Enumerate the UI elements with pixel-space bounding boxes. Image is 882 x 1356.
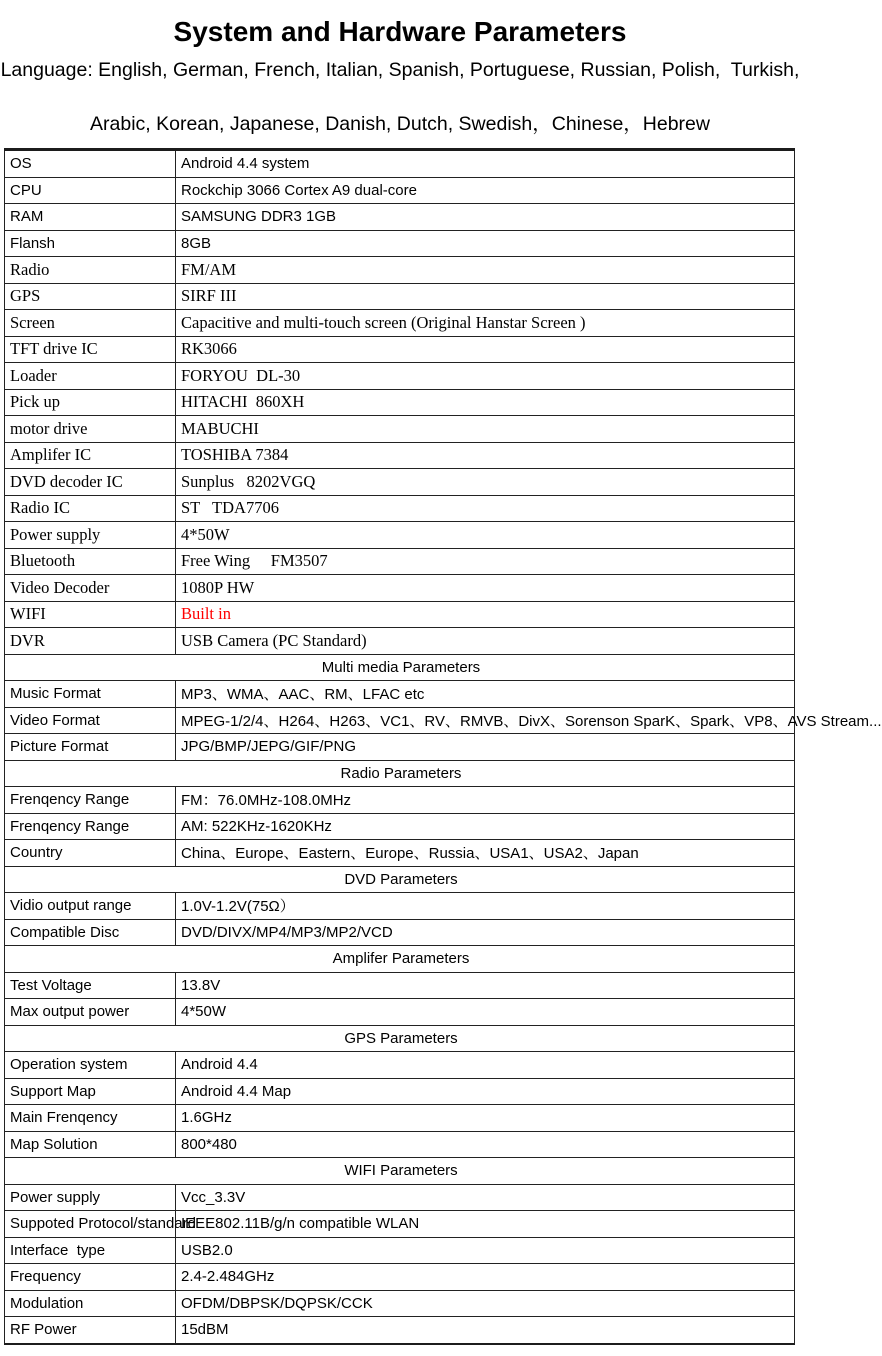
table-row bbox=[5, 442, 795, 469]
row-value: 1.6GHz bbox=[176, 1105, 795, 1132]
table-row bbox=[5, 548, 795, 575]
row-value: USB Camera (PC Standard) bbox=[176, 628, 795, 655]
row-value: MPEG-1/2/4、H264、H263、VC1、RV、RMVB、DivX、Sorenson SparK、Spark、VP8、AVS Stream... bbox=[176, 707, 795, 734]
subtitle-line-1: Language: English, German, French, Italian, Spanish, Portuguese, Russian, Polish, Turkish, bbox=[0, 59, 800, 81]
table-row bbox=[5, 628, 795, 655]
row-label: CPU bbox=[5, 177, 176, 204]
row-value: JPG/BMP/JEPG/GIF/PNG bbox=[176, 734, 795, 761]
table-row bbox=[5, 787, 795, 814]
table-row bbox=[5, 893, 795, 920]
row-label: Bluetooth bbox=[5, 548, 176, 575]
row-value: AM: 522KHz-1620KHz bbox=[176, 813, 795, 840]
row-value: DVD/DIVX/MP4/MP3/MP2/VCD bbox=[176, 919, 795, 946]
row-value: MABUCHI bbox=[176, 416, 795, 443]
section-header: WIFI Parameters bbox=[5, 1158, 795, 1185]
table-row bbox=[5, 601, 795, 628]
row-label: OS bbox=[5, 150, 176, 178]
row-label: Modulation bbox=[5, 1290, 176, 1317]
section-header-row bbox=[5, 1025, 795, 1052]
row-value: 4*50W bbox=[176, 522, 795, 549]
row-label: Max output power bbox=[5, 999, 176, 1026]
table-row bbox=[5, 1131, 795, 1158]
section-header: Amplifer Parameters bbox=[5, 946, 795, 973]
row-value: Sunplus 8202VGQ bbox=[176, 469, 795, 496]
row-label: Support Map bbox=[5, 1078, 176, 1105]
table-row bbox=[5, 575, 795, 602]
table-row bbox=[5, 1184, 795, 1211]
row-value: Android 4.4 system bbox=[176, 150, 795, 178]
row-label: Pick up bbox=[5, 389, 176, 416]
table-row bbox=[5, 310, 795, 337]
row-value: Capacitive and multi-touch screen (Original Hanstar Screen ) bbox=[176, 310, 795, 337]
row-label: DVD decoder IC bbox=[5, 469, 176, 496]
table-row bbox=[5, 1237, 795, 1264]
row-label: Test Voltage bbox=[5, 972, 176, 999]
row-value: China、Europe、Eastern、Europe、Russia、USA1、USA2、Japan bbox=[176, 840, 795, 867]
table-row bbox=[5, 177, 795, 204]
row-value: 1.0V-1.2V(75Ω） bbox=[176, 893, 795, 920]
row-label: RF Power bbox=[5, 1317, 176, 1344]
spec-table bbox=[4, 148, 882, 1345]
section-header-row bbox=[5, 866, 795, 893]
row-label: Suppoted Protocol/standard bbox=[5, 1211, 176, 1238]
row-value: IEEE802.11B/g/n compatible WLAN bbox=[176, 1211, 795, 1238]
row-value: Rockchip 3066 Cortex A9 dual-core bbox=[176, 177, 795, 204]
row-value: Vcc_3.3V bbox=[176, 1184, 795, 1211]
table-row bbox=[5, 1290, 795, 1317]
section-header-row bbox=[5, 654, 795, 681]
table-row bbox=[5, 1105, 795, 1132]
table-row bbox=[5, 734, 795, 761]
section-header: Multi media Parameters bbox=[5, 654, 795, 681]
row-value: 13.8V bbox=[176, 972, 795, 999]
row-value: Android 4.4 bbox=[176, 1052, 795, 1079]
row-value: OFDM/DBPSK/DQPSK/CCK bbox=[176, 1290, 795, 1317]
row-label: WIFI bbox=[5, 601, 176, 628]
table-row bbox=[5, 1211, 795, 1238]
table-row bbox=[5, 495, 795, 522]
row-label: motor drive bbox=[5, 416, 176, 443]
row-value: Built in bbox=[176, 601, 795, 628]
row-label: Power supply bbox=[5, 522, 176, 549]
row-value: FM/AM bbox=[176, 257, 795, 284]
row-value: 15dBM bbox=[176, 1317, 795, 1344]
row-value: 2.4-2.484GHz bbox=[176, 1264, 795, 1291]
row-label: Frequency bbox=[5, 1264, 176, 1291]
row-label: Vidio output range bbox=[5, 893, 176, 920]
table-row bbox=[5, 416, 795, 443]
row-label: Radio IC bbox=[5, 495, 176, 522]
table-row bbox=[5, 204, 795, 231]
row-value: Free Wing FM3507 bbox=[176, 548, 795, 575]
row-value: RK3066 bbox=[176, 336, 795, 363]
row-label: Screen bbox=[5, 310, 176, 337]
section-header: GPS Parameters bbox=[5, 1025, 795, 1052]
section-header: DVD Parameters bbox=[5, 866, 795, 893]
table-row bbox=[5, 522, 795, 549]
row-label: TFT drive IC bbox=[5, 336, 176, 363]
table-row bbox=[5, 469, 795, 496]
row-value: 1080P HW bbox=[176, 575, 795, 602]
row-label: Amplifer IC bbox=[5, 442, 176, 469]
table-row bbox=[5, 1264, 795, 1291]
row-value: 8GB bbox=[176, 230, 795, 257]
row-value: TOSHIBA 7384 bbox=[176, 442, 795, 469]
table-row bbox=[5, 283, 795, 310]
table-row bbox=[5, 707, 795, 734]
row-label: Main Frenqency bbox=[5, 1105, 176, 1132]
row-label: Flansh bbox=[5, 230, 176, 257]
language-subtitle bbox=[0, 57, 800, 138]
table-row bbox=[5, 363, 795, 390]
row-label: RAM bbox=[5, 204, 176, 231]
table-row bbox=[5, 919, 795, 946]
table-row bbox=[5, 972, 795, 999]
section-header-row bbox=[5, 760, 795, 787]
row-value: ST TDA7706 bbox=[176, 495, 795, 522]
row-label: Radio bbox=[5, 257, 176, 284]
row-label: Loader bbox=[5, 363, 176, 390]
table-row bbox=[5, 389, 795, 416]
row-label: Power supply bbox=[5, 1184, 176, 1211]
table-row bbox=[5, 1078, 795, 1105]
table-row bbox=[5, 230, 795, 257]
row-value: MP3、WMA、AAC、RM、LFAC etc bbox=[176, 681, 795, 708]
row-label: Operation system bbox=[5, 1052, 176, 1079]
row-value: HITACHI 860XH bbox=[176, 389, 795, 416]
row-label: DVR bbox=[5, 628, 176, 655]
row-value: SIRF III bbox=[176, 283, 795, 310]
row-value: USB2.0 bbox=[176, 1237, 795, 1264]
row-label: Video Decoder bbox=[5, 575, 176, 602]
row-value: FM：76.0MHz-108.0MHz bbox=[176, 787, 795, 814]
table-row bbox=[5, 150, 795, 178]
row-label: Country bbox=[5, 840, 176, 867]
row-value: SAMSUNG DDR3 1GB bbox=[176, 204, 795, 231]
row-label: Video Format bbox=[5, 707, 176, 734]
table-row bbox=[5, 1317, 795, 1344]
table-row bbox=[5, 1052, 795, 1079]
table-row bbox=[5, 840, 795, 867]
section-header-row bbox=[5, 946, 795, 973]
page-title: System and Hardware Parameters bbox=[173, 16, 627, 47]
table-row bbox=[5, 681, 795, 708]
table-row bbox=[5, 813, 795, 840]
row-label: Picture Format bbox=[5, 734, 176, 761]
table-row bbox=[5, 336, 795, 363]
row-value: FORYOU DL-30 bbox=[176, 363, 795, 390]
row-label: Music Format bbox=[5, 681, 176, 708]
subtitle-line-2: Arabic, Korean, Japanese, Danish, Dutch, Swedish，Chinese，Hebrew bbox=[90, 113, 710, 135]
table-row bbox=[5, 257, 795, 284]
row-label: Interface type bbox=[5, 1237, 176, 1264]
row-value: 800*480 bbox=[176, 1131, 795, 1158]
spec-table-body bbox=[5, 150, 882, 1344]
row-value: Android 4.4 Map bbox=[176, 1078, 795, 1105]
table-row bbox=[5, 999, 795, 1026]
row-label: Map Solution bbox=[5, 1131, 176, 1158]
section-header: Radio Parameters bbox=[5, 760, 795, 787]
row-label: GPS bbox=[5, 283, 176, 310]
row-label: Compatible Disc bbox=[5, 919, 176, 946]
row-label: Frenqency Range bbox=[5, 787, 176, 814]
row-value: 4*50W bbox=[176, 999, 795, 1026]
row-label: Frenqency Range bbox=[5, 813, 176, 840]
section-header-row bbox=[5, 1158, 795, 1185]
